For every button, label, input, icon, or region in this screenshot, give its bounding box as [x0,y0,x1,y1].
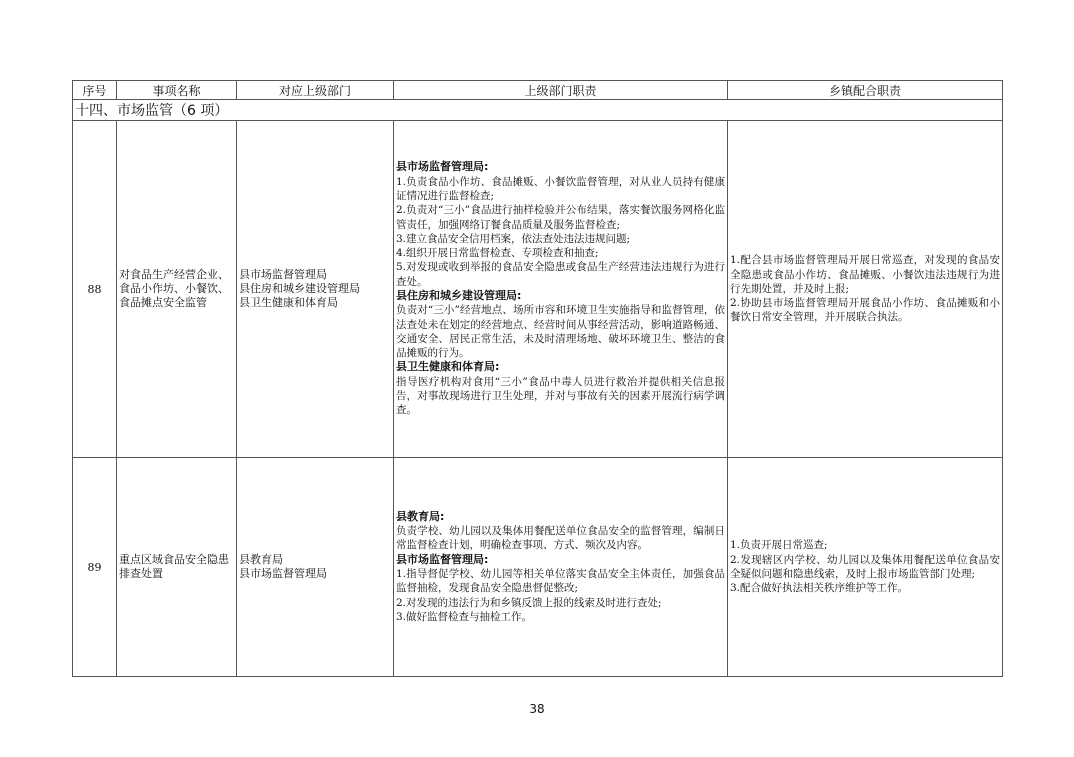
header-superior-dept: 对应上级部门 [237,81,394,100]
duty-item: 负责学校、幼儿园以及集体用餐配送单位食品安全的监督管理，编制日常监督检查计划，明确检查事项、方式、频次及内容。 [396,525,725,552]
duty-org-heading: 县教育局: [396,509,445,523]
duty-item: 负责对“三小”经营地点、场所市容和环境卫生实施指导和监督管理，依法查处未在划定的经营地点、经营时间从事经营活动，影响道路畅通、交通安全、居民正常生活，未及时清理场地、破坏环境卫生、整洁的食品摊贩的行为。 [396,304,725,360]
duty-item: 3.建立食品安全信用档案，依法查处违法违规问题; [396,232,631,245]
table-row [73,121,1003,458]
item-name: 重点区域食品安全隐患排查处置 [117,458,237,677]
table-header-row [73,81,1003,100]
row-number: 88 [73,121,117,458]
duty-org-heading: 县住房和城乡建设管理局: [396,289,522,302]
header-item-name: 事项名称 [117,81,237,100]
duty-item: 1.负责食品小作坊、食品摊贩、小餐饮监督管理，对从业人员持有健康证情况进行监督检查; [396,175,725,202]
superior-depts [237,458,394,677]
table-row [73,458,1003,677]
dept-name: 县市场监督管理局 [239,268,327,281]
town-duty-item: 2.协助县市场监督管理局开展食品小作坊、食品摊贩和小餐饮日常安全管理，并开展联合执法。 [730,297,1000,324]
page-number: 38 [529,702,545,716]
section-title: 十四、市场监管（6 项） [73,100,1003,121]
dept-name: 县教育局 [239,553,283,566]
duty-org-heading: 县市场监督管理局: [396,160,489,174]
dept-duties [394,458,728,677]
town-duty-item: 2.发现辖区内学校、幼儿园以及集体用餐配送单位食品安全疑似问题和隐患线索，及时上报市场监管部门处理; [730,553,1000,580]
town-duties [728,458,1003,677]
dept-name: 县市场监督管理局 [239,567,327,580]
duty-item: 1.指导督促学校、幼儿园等相关单位落实食品安全主体责任，加强食品监督抽检，发现食品安全隐患督促整改; [396,568,725,595]
duty-org-heading: 县卫生健康和体育局: [396,360,500,374]
dept-name: 县住房和城乡建设管理局 [239,282,360,295]
section-row [73,100,1003,121]
town-duty-item: 1.配合县市场监督管理局开展日常巡查，对发现的食品安全隐患或食品小作坊、食品摊贩、小餐饮违法违规行为进行先期处置，并及时上报; [730,254,1000,295]
header-town-duties: 乡镇配合职责 [728,81,1003,100]
duty-item: 3.做好监督检查与抽检工作。 [396,610,533,623]
row-number: 89 [73,458,117,677]
item-name: 对食品生产经营企业、食品小作坊、小餐饮、食品摊点安全监管 [117,121,237,458]
duty-item: 4.组织开展日常监督检查、专项检查和抽查; [396,247,599,260]
dept-duties [394,121,728,458]
duty-item: 5.对发现或收到举报的食品安全隐患或食品生产经营违法违规行为进行查处。 [396,261,725,288]
duty-item: 指导医疗机构对食用“三小”食品中毒人员进行救治并提供相关信息报告，对事故现场进行卫生处理，并对与事故有关的因素开展流行病学调查。 [396,375,725,417]
duty-table [72,80,1003,677]
superior-depts [237,121,394,458]
duty-org-heading: 县市场监督管理局: [396,552,489,566]
duty-item: 2.对发现的违法行为和乡镇反馈上报的线索及时进行查处; [396,596,662,609]
header-dept-duties: 上级部门职责 [394,81,728,100]
header-serial: 序号 [73,81,117,100]
town-duty-item: 3.配合做好执法相关秩序维护等工作。 [730,582,909,595]
town-duty-item: 1.负责开展日常巡查; [730,539,828,552]
duty-item: 2.负责对“三小”食品进行抽样检验并公布结果，落实餐饮服务网格化监管责任，加强网络订餐食品质量及服务监督检查; [396,204,725,231]
dept-name: 县卫生健康和体育局 [239,296,338,309]
town-duties [728,121,1003,458]
